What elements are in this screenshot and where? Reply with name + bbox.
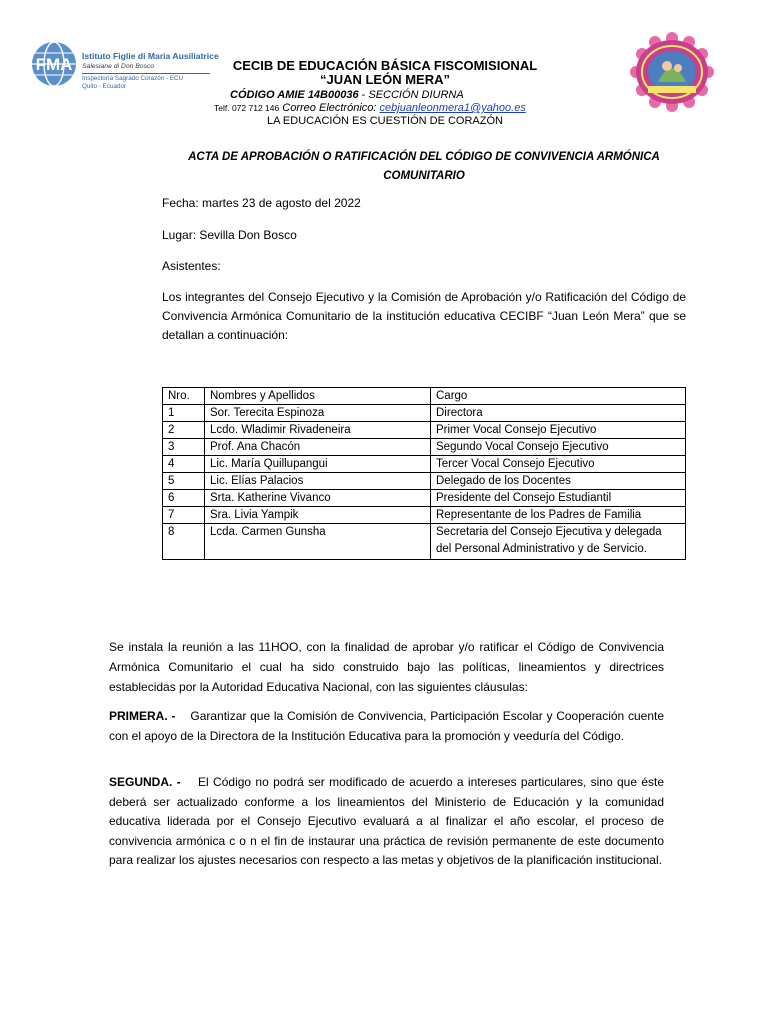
motto: LA EDUCACIÓN ES CUESTIÓN DE CORAZÓN	[267, 115, 503, 127]
table-row	[163, 490, 686, 507]
table-row	[163, 439, 686, 456]
cell-nro: 8	[163, 524, 205, 560]
cell-name: Prof. Ana Chacón	[205, 439, 431, 456]
cell-name: Lcda. Carmen Gunsha	[205, 524, 431, 560]
cell-cargo: Segundo Vocal Consejo Ejecutivo	[431, 439, 686, 456]
logo-line-1: Istituto Figlie di Maria Ausiliatrice	[82, 51, 219, 61]
header-nombres: Nombres y Apellidos	[205, 388, 431, 405]
table-row	[163, 405, 686, 422]
segunda-text: El Código no podrá ser modificado de acuerdo a intereses particulares, sino que éste deberá ser actualizado conforme a los lineamientos del Ministerio de Educación y la comunidad educativa liderada por el Consejo Ejecutivo evaluará a al finalizar el año escolar, el proceso de convivencia armónica c o n el fin de instaurar una práctica de revisión permanente de este documento para realizar los ajustes necesarios con respecto a las metas y objetivos de la planificación institucional.	[109, 775, 665, 867]
cell-name: Lic. Elías Palacios	[205, 473, 431, 490]
cell-name: Lic. María Quillupangui	[205, 456, 431, 473]
cell-cargo: Tercer Vocal Consejo Ejecutivo	[431, 456, 686, 473]
amie-code: CÓDIGO AMIE 14B00036	[230, 89, 359, 101]
contact-line	[214, 102, 526, 114]
code-separator: -	[358, 89, 369, 101]
school-seal-icon	[627, 32, 717, 112]
cell-nro: 1	[163, 405, 205, 422]
table-row	[163, 473, 686, 490]
logo-line-3: Inspectoría Sagrado Corazón - ECU	[82, 75, 184, 82]
fma-globe-icon	[30, 34, 78, 94]
table-row	[163, 422, 686, 439]
cell-nro: 4	[163, 456, 205, 473]
cell-nro: 7	[163, 507, 205, 524]
email-label: Correo Electrónico:	[282, 102, 377, 114]
cell-cargo: Presidente del Consejo Estudiantil	[431, 490, 686, 507]
asistentes-label: Asistentes:	[162, 259, 221, 273]
intro-paragraph: Los integrantes del Consejo Ejecutivo y la Comisión de Aprobación y/o Ratificación del Código de Convivencia Armónica Comunitario de la institución educativa CECIBF “Juan León Mera” que se detallan a continuación:	[162, 290, 686, 342]
cell-cargo: Primer Vocal Consejo Ejecutivo	[431, 422, 686, 439]
logo-line-2: Salesiane di Don Bosco	[82, 63, 155, 70]
clause-segunda	[109, 773, 664, 871]
title-line-2: COMUNITARIO	[383, 170, 465, 182]
school-name: “JUAN LEÓN MERA”	[319, 72, 450, 87]
email-link[interactable]: cebjuanleonmera1@yahoo.es	[379, 102, 526, 114]
cell-cargo: Directora	[431, 405, 686, 422]
cell-nro: 6	[163, 490, 205, 507]
header-nro: Nro.	[163, 388, 205, 405]
lugar: Lugar: Sevilla Don Bosco	[162, 228, 297, 242]
cell-name: Sra. Livia Yampik	[205, 507, 431, 524]
primera-text: Garantizar que la Comisión de Convivencia, Participación Escolar y Cooperación cuente con el apoyo de la Directora de la Institución Educativa para la promoción y veeduría del Código.	[109, 709, 665, 743]
cell-name: Lcdo. Wladimir Rivadeneira	[205, 422, 431, 439]
section: SECCIÓN DIURNA	[368, 89, 464, 101]
telephone: Telf. 072 712 146	[214, 103, 280, 113]
title-line-1: ACTA DE APROBACIÓN O RATIFICACIÓN DEL CÓDIGO DE CONVIVENCIA ARMÓNICA	[188, 151, 660, 163]
segunda-label: SEGUNDA. -	[109, 775, 181, 789]
document-title	[160, 148, 688, 186]
cell-cargo: Secretaria del Consejo Ejecutiva y delegada del Personal Administrativo y de Servicio.	[431, 524, 686, 560]
cell-cargo: Representante de los Padres de Familia	[431, 507, 686, 524]
table-header-row	[163, 388, 686, 405]
attendees-table	[162, 387, 686, 560]
cell-nro: 2	[163, 422, 205, 439]
logo-line-4: Quito - Ecuador	[82, 83, 127, 90]
table-row	[163, 507, 686, 524]
cell-nro: 3	[163, 439, 205, 456]
cell-nro: 5	[163, 473, 205, 490]
school-type: CECIB DE EDUCACIÓN BÁSICA FISCOMISIONAL	[232, 58, 538, 73]
opening-paragraph: Se instala la reunión a las 11HOO, con la finalidad de aprobar y/o ratificar el Código de Convivencia Armónica Comunitario el cual ha sido construido bajo las políticas, lineamientos y directrices establecidas por la Autoridad Educativa Nacional, con las siguientes cláusulas:	[109, 640, 664, 694]
cell-name: Sor. Terecita Espinoza	[205, 405, 431, 422]
primera-label: PRIMERA. -	[109, 709, 176, 723]
svg-text:FMA: FMA	[35, 55, 73, 74]
amie-code-line	[230, 89, 464, 101]
table-row	[163, 524, 686, 560]
cell-cargo: Delegado de los Docentes	[431, 473, 686, 490]
school-seal	[627, 32, 717, 112]
table-row	[163, 456, 686, 473]
fecha: Fecha: martes 23 de agosto del 2022	[162, 196, 361, 210]
header-cargo: Cargo	[431, 388, 686, 405]
cell-name: Srta. Katherine Vivanco	[205, 490, 431, 507]
clause-primera	[109, 706, 664, 746]
